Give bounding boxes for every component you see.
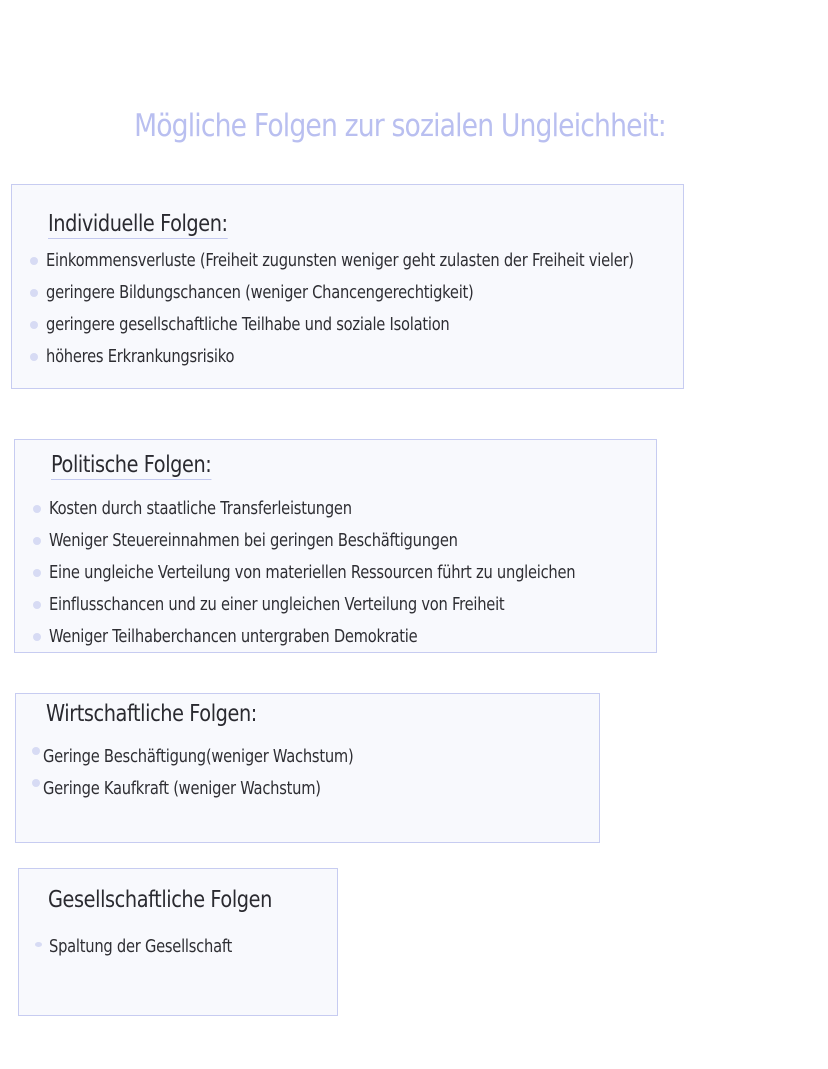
bullet-icon <box>30 257 38 265</box>
bullet-icon <box>33 505 41 513</box>
bullet-icon <box>30 289 38 297</box>
section-individual-consequences: Individuelle Folgen: Einkommensverluste (Freiheit zugunsten weniger geht zulasten der Freiheit vieler) geringere Bildungschancen (weniger Chancengerechtigkeit) geringere gesellschaftliche Teilhabe und soziale Isolation höheres Erkrankungsrisiko <box>11 184 684 389</box>
bullet-icon <box>33 601 41 609</box>
bullet-icon <box>32 747 40 755</box>
bullet-icon <box>32 779 40 787</box>
bullet-icon <box>30 321 38 329</box>
section-heading: Politische Folgen: <box>51 452 212 478</box>
section-economic-consequences: Wirtschaftliche Folgen: Geringe Beschäftigung(weniger Wachstum) Geringe Kaufkraft (weniger Wachstum) <box>15 693 600 843</box>
section-political-consequences: Politische Folgen: Kosten durch staatliche Transferleistungen Weniger Steuereinnahmen bei geringen Beschäftigungen Eine ungleiche Verteilung von materiellen Ressourcen führt zu ungleichen Einflusschancen und zu einer ungleichen Verteilung von Freiheit Weniger Teilhaberchancen untergraben Demokratie <box>14 439 657 653</box>
bullet-icon <box>33 633 41 641</box>
bullet-icon <box>33 537 41 545</box>
bullet-icon <box>33 569 41 577</box>
page-title: Mögliche Folgen zur sozialen Ungleichheit: <box>134 108 666 144</box>
bullet-icon <box>35 942 42 947</box>
section-heading: Wirtschaftliche Folgen: <box>46 701 257 727</box>
section-heading: Individuelle Folgen: <box>48 211 228 237</box>
section-social-consequences: Gesellschaftliche Folgen Spaltung der Gesellschaft <box>18 868 338 1016</box>
section-heading: Gesellschaftliche Folgen <box>48 887 272 913</box>
bullet-icon <box>30 353 38 361</box>
